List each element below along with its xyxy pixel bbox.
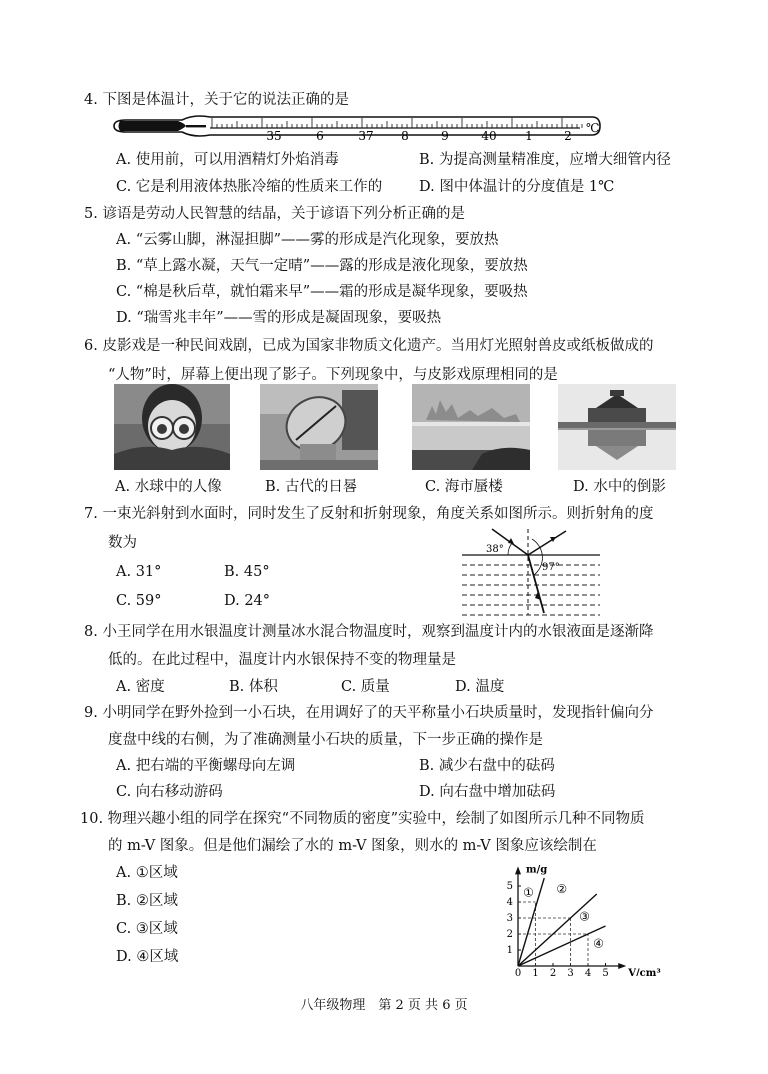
q4-stem: 4. 下图是体温计，关于它的说法正确的是 <box>84 92 349 108</box>
q5-option-a: A. “云雾山脚，淋湿担脚”——雾的形成是汽化现象，要放热 <box>116 232 499 248</box>
q7-option-d: D. 24° <box>224 593 271 609</box>
x-tick-label: 5 <box>602 968 609 976</box>
q9-option-a: A. 把右端的平衡螺母向左调 <box>116 758 296 774</box>
photo-sundial <box>260 384 378 470</box>
photo-water-ball <box>114 384 230 470</box>
photo-mirage <box>412 384 530 470</box>
region-label: ③ <box>579 909 590 924</box>
q10-stem-line2: 的 m-V 图象。但是他们漏绘了水的 m-V 图象，则水的 m-V 图象应该绘制在 <box>108 838 597 854</box>
q7-option-c: C. 59° <box>116 593 162 609</box>
scale-label-35: 35 <box>266 129 282 142</box>
q10-option-a: A. ①区域 <box>116 865 178 881</box>
y-tick-label: 1 <box>506 945 513 956</box>
q8-stem-line1: 8. 小王同学在用水银温度计测量冰水混合物温度时，观察到温度计内的水银液面是逐渐降 <box>84 624 654 640</box>
scale-label-1: 1 <box>525 129 533 142</box>
y-tick-label: 4 <box>506 897 513 908</box>
x-tick-label: 4 <box>584 968 592 976</box>
q8-option-c: C. 质量 <box>341 679 390 695</box>
x-axis-label: V/cm³ <box>628 968 661 976</box>
q9-option-d: D. 向右盘中增加砝码 <box>419 784 556 800</box>
y-axis-arrow <box>515 866 521 874</box>
q6-option-c: C. 海市蜃楼 <box>425 479 503 495</box>
region-label: ④ <box>593 936 604 951</box>
y-axis-label: m/g <box>526 864 548 876</box>
scale-label-37: 37 <box>358 129 374 142</box>
q10-stem-line1: 10. 物理兴趣小组的同学在探究“不同物质的密度”实验中，绘制了如图所示几种不同物质 <box>80 811 645 827</box>
q4-option-c: C. 它是利用液体热胀冷缩的性质来工作的 <box>116 179 383 195</box>
x-tick-label: 3 <box>567 968 574 976</box>
q5-option-c: C. “棉是秋后草，就怕霜来早”——霜的形成是凝华现象，要吸热 <box>116 284 528 300</box>
q6-option-b: B. 古代的日晷 <box>265 479 358 495</box>
q8-option-b: B. 体积 <box>229 679 278 695</box>
scale-label-9: 9 <box>441 129 449 142</box>
q10-option-c: C. ③区域 <box>116 921 178 937</box>
region-label: ② <box>556 882 568 897</box>
scale-label-2: 2 <box>564 129 572 142</box>
q6-option-a: A. 水球中的人像 <box>115 479 222 495</box>
scale-label-6: 6 <box>316 129 324 142</box>
series-line-2 <box>518 894 597 966</box>
photo-reflection <box>558 384 676 470</box>
q7-stem-line2: 数为 <box>108 535 137 551</box>
q6-stem-line1: 6. 皮影戏是一种民间戏剧，已成为国家非物质文化遗产。当用灯光照射兽皮或纸板做成的 <box>84 338 654 354</box>
x-tick-label: 1 <box>532 968 539 976</box>
region-label: ① <box>523 885 534 900</box>
q4-option-a: A. 使用前，可以用酒精灯外焰消毒 <box>116 152 339 168</box>
q8-stem-line2: 低的。在此过程中，温度计内水银保持不变的物理量是 <box>108 652 456 668</box>
q7-option-b: B. 45° <box>224 564 270 580</box>
page-footer: 八年级物理 第 2 页 共 6 页 <box>300 998 468 1013</box>
x-tick-label: 2 <box>549 968 557 976</box>
q10-option-d: D. ④区域 <box>116 949 179 965</box>
y-tick-label: 3 <box>506 913 513 924</box>
q7-option-a: A. 31° <box>116 564 162 580</box>
q10-option-b: B. ②区域 <box>116 893 178 909</box>
q7-stem-line1: 7. 一束光斜射到水面时，同时发生了反射和折射现象，角度关系如图所示。则折射角的度 <box>84 506 654 522</box>
x-tick-label: 0 <box>514 968 522 976</box>
q4-option-b: B. 为提高测量精准度，应增大细管内径 <box>419 152 671 168</box>
scale-label-8: 8 <box>401 129 409 142</box>
thermometer-figure <box>112 110 602 142</box>
q8-option-a: A. 密度 <box>116 679 165 695</box>
y-tick-label: 5 <box>506 881 513 892</box>
refraction-figure <box>462 527 602 617</box>
x-axis-arrow <box>618 963 626 969</box>
angle-38-label: 38° <box>486 544 504 555</box>
q6-stem-line2: “人物”时，屏幕上便出现了影子。下列现象中，与皮影戏原理相同的是 <box>108 367 558 383</box>
q9-stem-line1: 9. 小明同学在野外捡到一小石块，在用调好了的天平称量小石块质量时，发现指针偏向分 <box>84 705 654 721</box>
q9-option-c: C. 向右移动游码 <box>116 784 223 800</box>
y-tick-label: 2 <box>506 929 513 940</box>
q5-stem: 5. 谚语是劳动人民智慧的结晶，关于谚语下列分析正确的是 <box>84 206 465 222</box>
q9-option-b: B. 减少右盘中的砝码 <box>419 758 555 774</box>
q8-option-d: D. 温度 <box>455 679 505 695</box>
celsius-unit: ℃ <box>586 121 600 135</box>
angle-97-label: 97° <box>542 562 560 573</box>
scale-label-40: 40 <box>481 129 497 142</box>
q5-option-b: B. “草上露水凝，天气一定晴”——露的形成是液化现象，要放热 <box>116 258 528 274</box>
mv-chart <box>500 852 670 976</box>
q9-stem-line2: 度盘中线的右侧，为了准确测量小石块的质量，下一步正确的操作是 <box>108 732 543 748</box>
q4-option-d: D. 图中体温计的分度值是 1℃ <box>419 179 615 195</box>
q5-option-d: D. “瑞雪兆丰年”——雪的形成是凝固现象，要吸热 <box>116 310 442 326</box>
q6-option-d: D. 水中的倒影 <box>573 479 666 495</box>
